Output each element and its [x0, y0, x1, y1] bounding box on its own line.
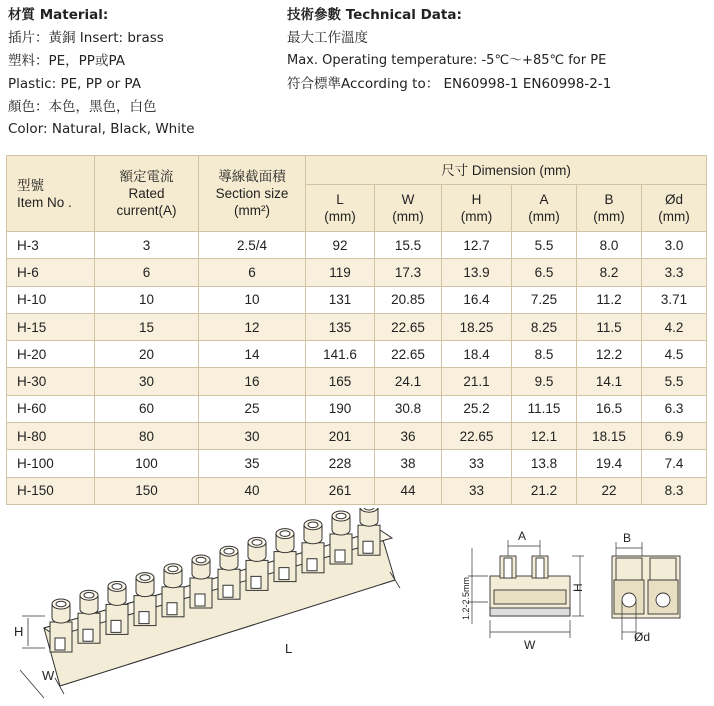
table-cell: 11.15	[512, 395, 577, 422]
front-view-drawing	[460, 528, 590, 656]
table-cell: 19.4	[577, 450, 642, 477]
table-cell: 201	[306, 423, 375, 450]
side-label-b: B	[623, 531, 632, 545]
table-cell: 2.5/4	[199, 232, 306, 259]
table-cell: 17.3	[375, 259, 442, 286]
dim-col-header: H (mm)	[442, 185, 512, 232]
terminal-strip-drawing	[0, 508, 430, 706]
table-cell: H-15	[7, 313, 95, 340]
table-cell: 8.5	[512, 341, 577, 368]
table-cell: 7.4	[642, 450, 707, 477]
table-cell: 18.25	[442, 313, 512, 340]
table-cell: H-60	[7, 395, 95, 422]
table-cell: 22	[577, 477, 642, 504]
table-cell: 3	[95, 232, 199, 259]
table-cell: H-100	[7, 450, 95, 477]
col-item-header: 型號 Item No .	[7, 156, 95, 232]
table-cell: 5.5	[642, 368, 707, 395]
drawing-label-w: W	[42, 668, 55, 683]
table-cell: 16	[199, 368, 306, 395]
technical-line3: 符合標準According to： EN60998-1 EN60998-2-1	[287, 76, 612, 92]
table-cell: 20	[95, 341, 199, 368]
table-cell: 100	[95, 450, 199, 477]
technical-heading: 技術參數 Technical Data:	[287, 7, 462, 23]
table-cell: 22.65	[442, 423, 512, 450]
table-cell: H-150	[7, 477, 95, 504]
table-row	[7, 395, 707, 422]
table-cell: 3.3	[642, 259, 707, 286]
table-row	[7, 423, 707, 450]
table-cell: 30.8	[375, 395, 442, 422]
table-cell: 8.3	[642, 477, 707, 504]
table-cell: 7.25	[512, 286, 577, 313]
table-cell: 24.1	[375, 368, 442, 395]
material-color-cn: 顏色：本色，黑色，白色	[8, 99, 157, 115]
table-cell: 12.1	[512, 423, 577, 450]
table-row	[7, 259, 707, 286]
table-cell: 21.1	[442, 368, 512, 395]
table-cell: H-30	[7, 368, 95, 395]
table-cell: 92	[306, 232, 375, 259]
dimension-header: 尺寸 Dimension (mm)	[306, 156, 707, 185]
table-row	[7, 286, 707, 313]
table-cell: 33	[442, 477, 512, 504]
table-cell: 10	[95, 286, 199, 313]
table-cell: 25	[199, 395, 306, 422]
table-cell: 4.2	[642, 313, 707, 340]
front-label-w: W	[524, 638, 536, 652]
table-cell: 25.2	[442, 395, 512, 422]
side-label-d: Ød	[634, 630, 651, 644]
table-cell: 8.0	[577, 232, 642, 259]
front-label-h: H	[571, 583, 585, 592]
table-cell: 3.71	[642, 286, 707, 313]
table-cell: H-6	[7, 259, 95, 286]
table-cell: 8.25	[512, 313, 577, 340]
technical-line1: 最大工作溫度	[287, 30, 368, 46]
table-cell: 13.8	[512, 450, 577, 477]
drawing-label-h: H	[14, 624, 24, 639]
dim-col-header: W (mm)	[375, 185, 442, 232]
table-cell: 11.5	[577, 313, 642, 340]
spec-table	[6, 155, 707, 505]
table-cell: 261	[306, 477, 375, 504]
table-cell: 228	[306, 450, 375, 477]
table-cell: H-20	[7, 341, 95, 368]
table-cell: H-10	[7, 286, 95, 313]
table-cell: 6.3	[642, 395, 707, 422]
table-cell: 6	[199, 259, 306, 286]
material-heading: 材質 Material:	[8, 7, 109, 23]
table-cell: 14.1	[577, 368, 642, 395]
col-section-header: 導線截面積 Section size (mm²)	[199, 156, 306, 232]
front-label-a: A	[518, 529, 527, 543]
material-plastic-en: Plastic: PE, PP or PA	[8, 76, 141, 92]
table-row	[7, 313, 707, 340]
table-cell: 30	[95, 368, 199, 395]
table-cell: 190	[306, 395, 375, 422]
table-cell: 12.2	[577, 341, 642, 368]
table-cell: 44	[375, 477, 442, 504]
table-cell: 38	[375, 450, 442, 477]
table-cell: 16.4	[442, 286, 512, 313]
table-row	[7, 232, 707, 259]
table-row	[7, 450, 707, 477]
table-cell: 18.15	[577, 423, 642, 450]
table-cell: 13.9	[442, 259, 512, 286]
table-cell: 11.2	[577, 286, 642, 313]
table-cell: 22.65	[375, 341, 442, 368]
col-rated-header: 額定電流 Rated current(A)	[95, 156, 199, 232]
table-cell: 22.65	[375, 313, 442, 340]
table-cell: 33	[442, 450, 512, 477]
front-label-strip: 1.2-2.5mm	[461, 576, 471, 620]
table-row	[7, 341, 707, 368]
table-cell: 36	[375, 423, 442, 450]
table-cell: 80	[95, 423, 199, 450]
table-cell: 6.9	[642, 423, 707, 450]
table-cell: 14	[199, 341, 306, 368]
dim-col-header: A (mm)	[512, 185, 577, 232]
table-cell: 20.85	[375, 286, 442, 313]
table-cell: 165	[306, 368, 375, 395]
table-cell: 40	[199, 477, 306, 504]
table-cell: H-3	[7, 232, 95, 259]
material-plastic-cn: 塑料：PE，PP或PA	[8, 53, 125, 69]
dim-col-header: B (mm)	[577, 185, 642, 232]
table-cell: 4.5	[642, 341, 707, 368]
technical-line2: Max. Operating temperature: -5℃～+85℃ for PE	[287, 53, 607, 68]
material-insert: 插片：黃銅 Insert: brass	[8, 30, 164, 46]
table-cell: 6	[95, 259, 199, 286]
table-cell: 131	[306, 286, 375, 313]
drawing-label-l: L	[285, 641, 293, 656]
table-cell: 12.7	[442, 232, 512, 259]
table-cell: 15.5	[375, 232, 442, 259]
table-cell: 6.5	[512, 259, 577, 286]
table-cell: 21.2	[512, 477, 577, 504]
table-cell: 5.5	[512, 232, 577, 259]
table-cell: 16.5	[577, 395, 642, 422]
table-cell: 12	[199, 313, 306, 340]
table-cell: 150	[95, 477, 199, 504]
table-cell: 9.5	[512, 368, 577, 395]
table-cell: 10	[199, 286, 306, 313]
table-cell: 35	[199, 450, 306, 477]
table-cell: 135	[306, 313, 375, 340]
table-cell: 141.6	[306, 341, 375, 368]
table-cell: 119	[306, 259, 375, 286]
table-cell: 60	[95, 395, 199, 422]
table-cell: 18.4	[442, 341, 512, 368]
material-color-en: Color: Natural, Black, White	[8, 121, 195, 137]
table-cell: 8.2	[577, 259, 642, 286]
dim-col-header: Ød (mm)	[642, 185, 707, 232]
table-cell: H-80	[7, 423, 95, 450]
table-row	[7, 368, 707, 395]
side-view-drawing	[600, 528, 710, 656]
table-cell: 3.0	[642, 232, 707, 259]
table-row	[7, 477, 707, 504]
dim-col-header: L (mm)	[306, 185, 375, 232]
table-cell: 30	[199, 423, 306, 450]
table-cell: 15	[95, 313, 199, 340]
